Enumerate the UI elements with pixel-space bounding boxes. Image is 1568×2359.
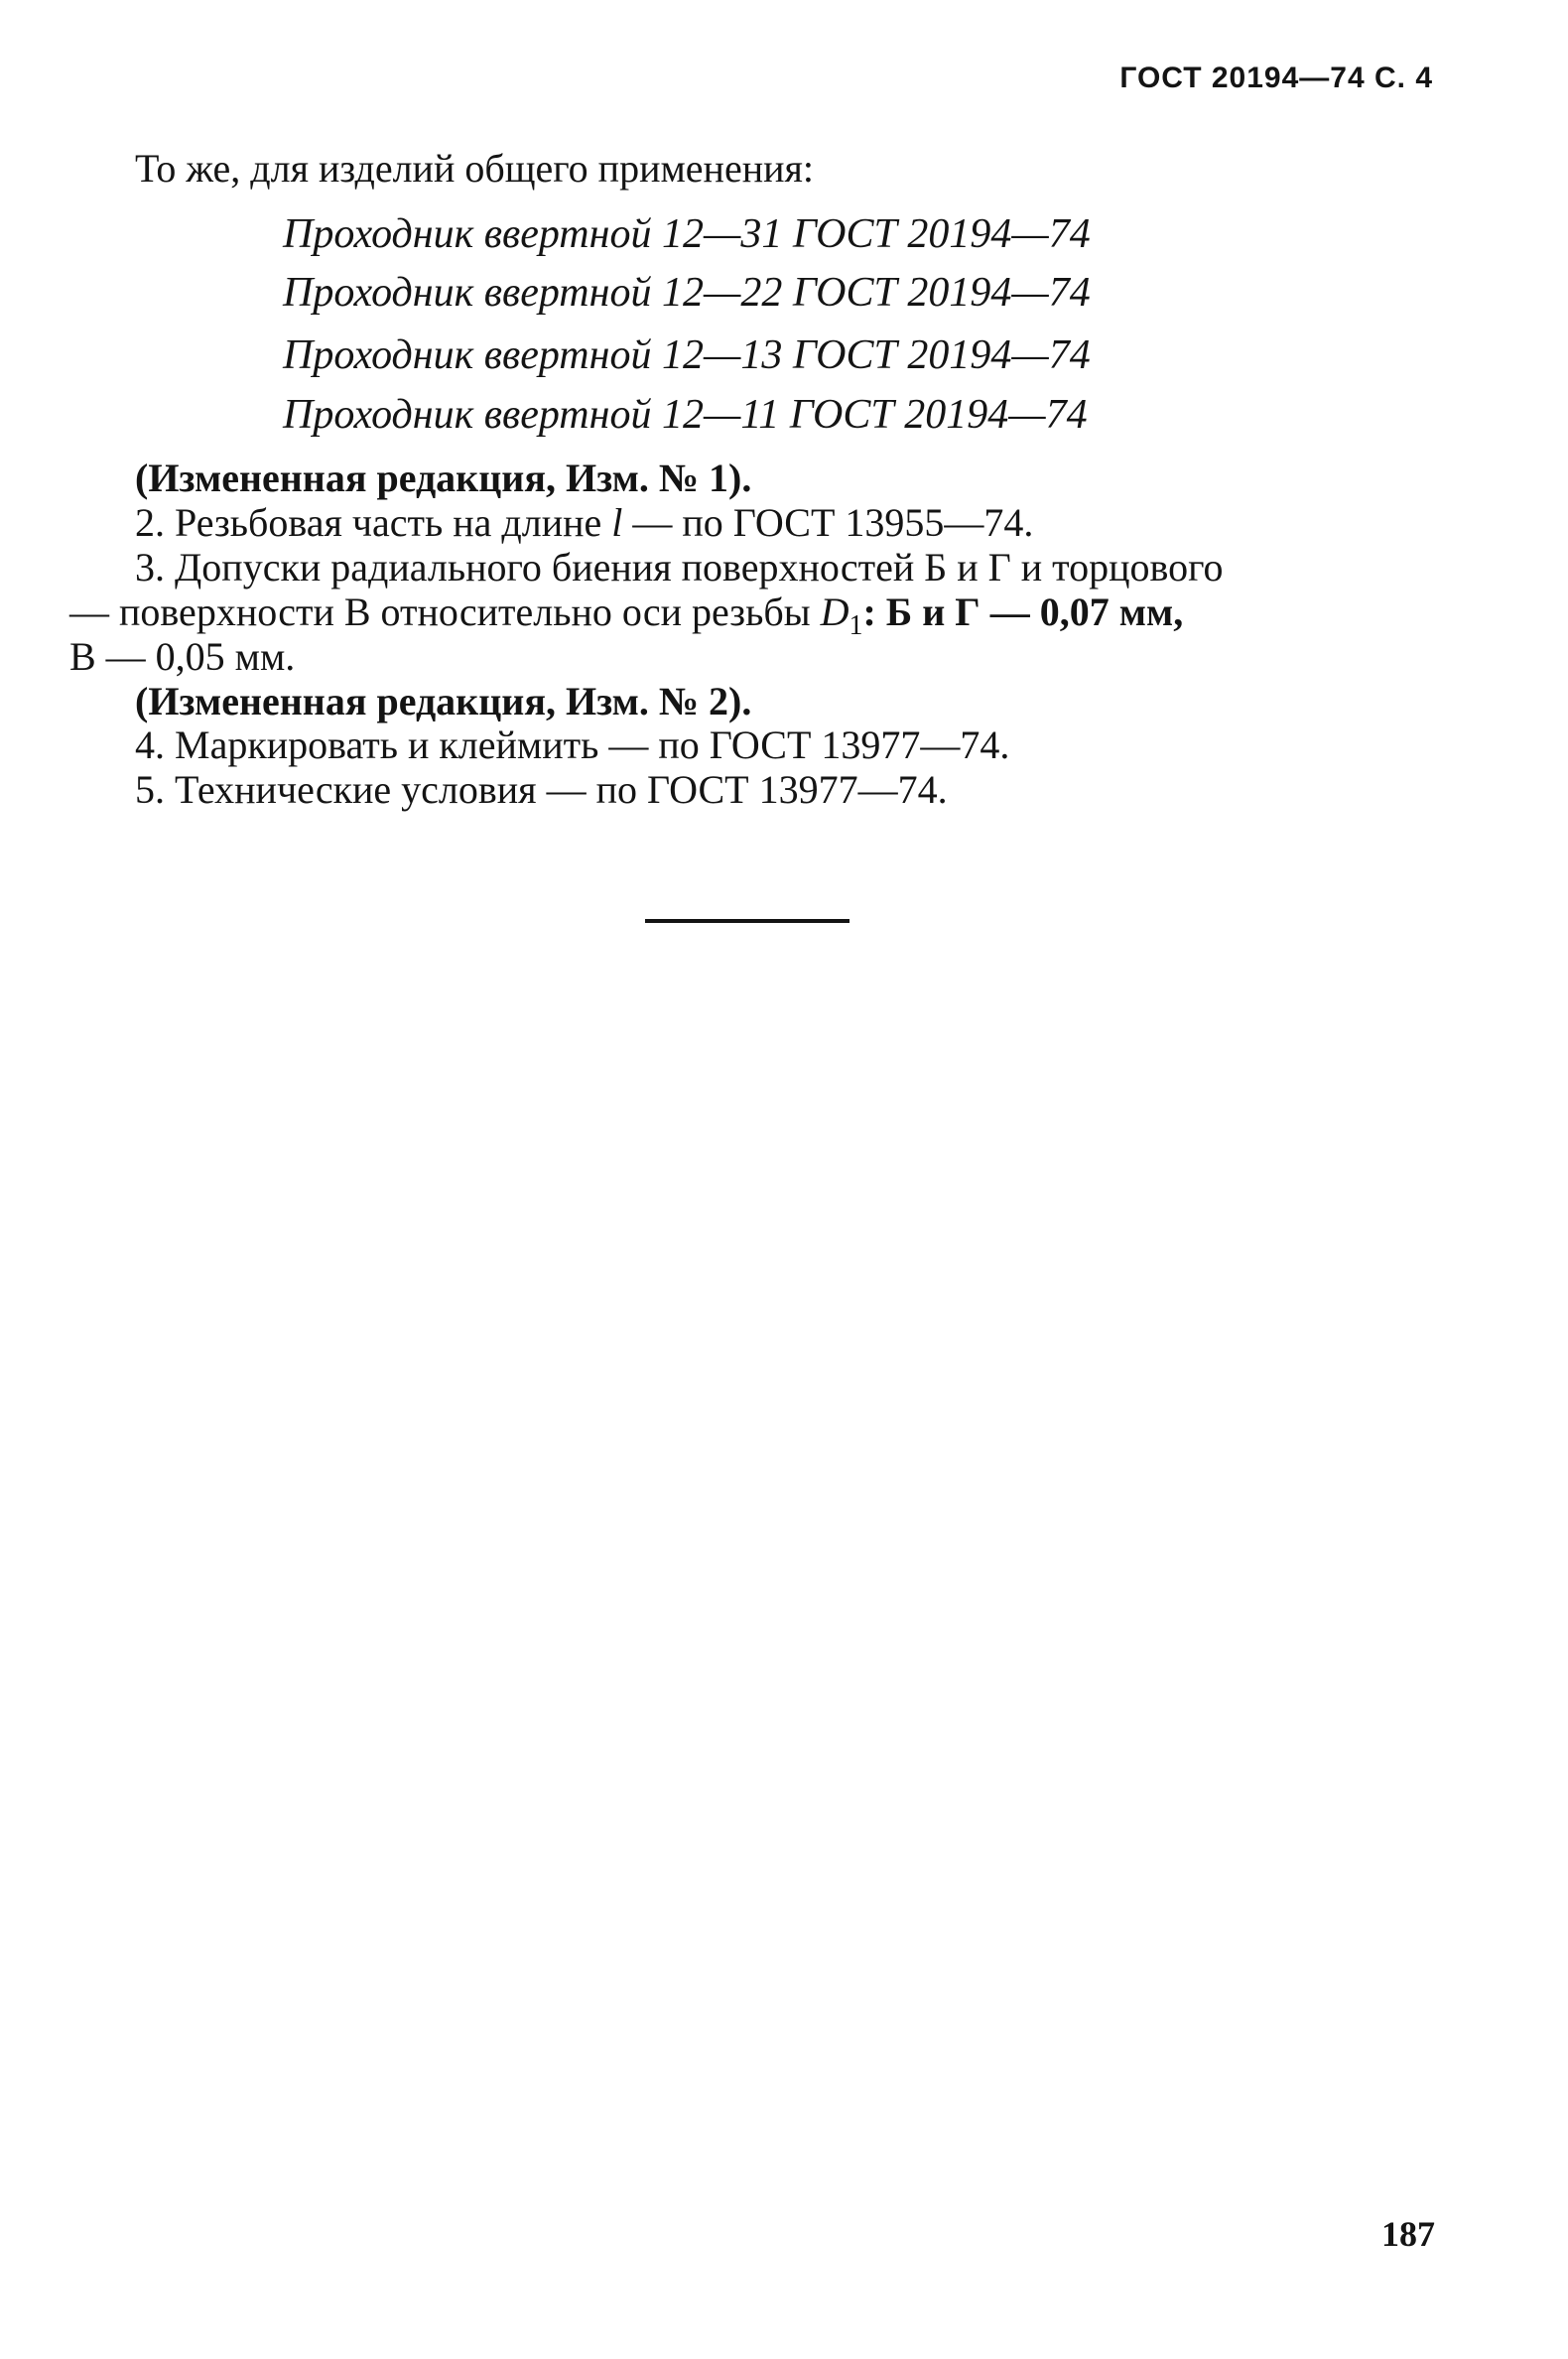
edit-note-1: (Измененная редакция, Изм. № 1). [135,456,752,500]
paragraph-3-text-a: — поверхности В относительно оси резьбы [69,590,821,634]
paragraph-5: 5. Технические условия — по ГОСТ 13977—74. [135,767,948,812]
paragraph-3-line-3: В — 0,05 мм. [69,634,296,679]
length-variable: l [611,500,623,545]
designation-4: Проходник ввертной 12—11 ГОСТ 20194—74 [283,392,1088,438]
page-header: ГОСТ 20194—74 С. 4 [1119,62,1433,94]
designation-1: Проходник ввертной 12—31 ГОСТ 20194—74 [283,211,1091,257]
paragraph-2 [135,500,1034,545]
edit-note-2: (Измененная редакция, Изм. № 2). [135,679,752,723]
designation-2: Проходник ввертной 12—22 ГОСТ 20194—74 [283,270,1091,316]
paragraph-3-line-2 [69,592,1183,640]
designation-3: Проходник ввертной 12—13 ГОСТ 20194—74 [283,332,1091,378]
paragraph-2-suffix: — по ГОСТ 13955—74. [622,500,1034,545]
paragraph-2-prefix: 2. Резьбовая часть на длине [135,500,612,545]
page-number: 187 [1381,2214,1435,2254]
paragraph-4: 4. Маркировать и клеймить — по ГОСТ 13977—74. [135,722,1010,767]
diameter-subscript: 1 [849,610,863,641]
paragraph-3-line-1: 3. Допуски радиального биения поверхностей Б и Г и торцового [135,545,1224,590]
diameter-variable: D [820,590,849,634]
intro-text: То же, для изделий общего применения: [135,146,815,191]
paragraph-3-text-b: : Б и Г — 0,07 мм, [862,590,1184,634]
section-divider [645,919,849,923]
